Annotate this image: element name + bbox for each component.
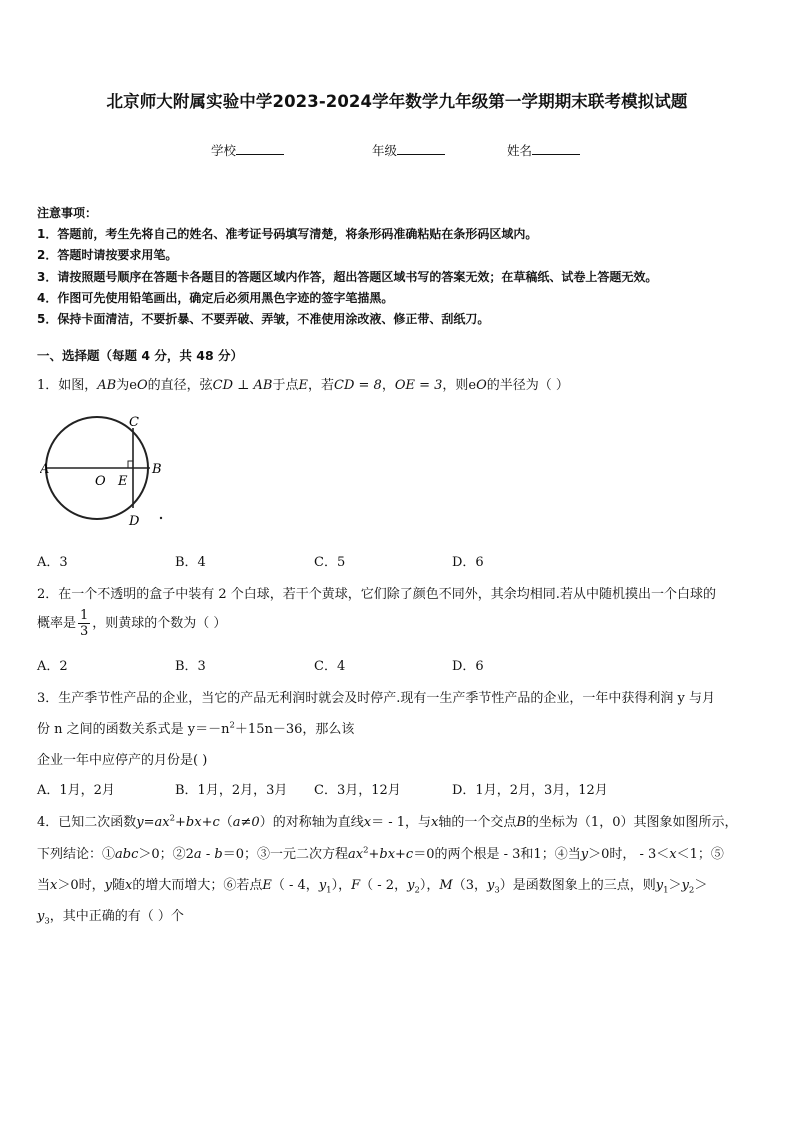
grade-blank[interactable] — [397, 142, 445, 155]
option-b[interactable]: B．4 — [175, 555, 206, 570]
option-d[interactable]: D．6 — [452, 555, 484, 570]
question-4-line-4: $y_3$，其中正确的有（ ）个 — [37, 909, 184, 927]
option-d[interactable]: D．1月，2月，3月，12月 — [452, 783, 608, 798]
name-field[interactable] — [507, 141, 580, 159]
note-item: 4．作图可先使用铅笔画出，确定后必须用黑色字迹的签字笔描黑。 — [37, 290, 394, 305]
question-2-line-2: 概率是 $\frac{1}{3}$ ，则黄球的个数为（ ） — [37, 608, 227, 639]
label-e: E — [118, 474, 128, 489]
question-3-line-3: 企业一年中应停产的月份是( ) — [37, 753, 208, 768]
question-1-options — [37, 551, 757, 571]
label-a: A — [40, 462, 50, 477]
label-b: B — [152, 462, 162, 477]
grade-field[interactable] — [372, 141, 445, 159]
stray-dot — [160, 517, 162, 519]
name-label: 姓名 — [507, 143, 533, 158]
exam-title: 北京师大附属实验中学2023-2024学年数学九年级第一学期期末联考模拟试题 — [106, 92, 688, 111]
question-4-line-2: 下列结论：①abc＞0；②2a - b＝0；③一元二次方程$ax^2+bx+c=0$的两个根是 - 3和1；④当y＞0时， - 3＜x＜1；⑤ — [37, 845, 724, 862]
school-label: 学校 — [211, 143, 237, 158]
question-3-line-2: 份 n 之间的函数关系式是 $y=-n^2+15n-36$，那么该 — [37, 720, 355, 737]
note-item: 5．保持卡面清洁，不要折暴、不要弄破、弄皱，不准使用涂改液、修正带、刮纸刀。 — [37, 312, 490, 327]
option-a[interactable]: A．1月，2月 — [37, 783, 115, 798]
student-info-row — [0, 141, 794, 161]
option-b[interactable]: B．3 — [175, 659, 206, 674]
question-2-options — [37, 655, 757, 675]
option-c[interactable]: C．5 — [314, 555, 346, 570]
option-d[interactable]: D．6 — [452, 659, 484, 674]
note-item: 2．答题时请按要求用笔。 — [37, 248, 178, 263]
option-a[interactable]: A．3 — [37, 555, 68, 570]
grade-label: 年级 — [372, 143, 398, 158]
note-item: 3．请按照题号顺序在答题卡各题目的答题区域内作答，超出答题区域书写的答案无效；在草稿纸、试卷上答题无效。 — [37, 269, 658, 284]
option-a[interactable]: A．2 — [37, 659, 68, 674]
option-c[interactable]: C．4 — [314, 659, 346, 674]
option-b[interactable]: B．1月，2月，3月 — [175, 783, 288, 798]
school-blank[interactable] — [236, 142, 284, 155]
label-d: D — [129, 514, 140, 529]
note-item: 1．答题前，考生先将自己的姓名、准考证号码填写清楚，将条形码准确粘贴在条形码区域内。 — [37, 227, 538, 242]
label-o: O — [95, 474, 106, 489]
name-blank[interactable] — [532, 142, 580, 155]
question-2-line-1: 2．在一个不透明的盒子中装有 2 个白球，若干个黄球，它们除了颜色不同外，其余均相同.若从中随机摸出一个白球的 — [37, 587, 716, 602]
circle-diagram — [40, 408, 180, 532]
label-c: C — [129, 415, 139, 430]
option-c[interactable]: C．3月，12月 — [314, 783, 401, 798]
section-heading: 一、选择题（每题 4 分，共 48 分） — [37, 348, 244, 363]
school-field[interactable] — [211, 141, 284, 159]
question-1-text: 1．如图，AB为eO的直径，弦CD ⊥ AB于点E，若CD = 8，OE = 3，则eO的半径为（ ） — [37, 378, 569, 393]
question-4-line-1: 4．已知二次函数$y=ax^2+bx+c(a\ne 0)$的对称轴为直线x＝ - 1，与x轴的一个交点B的坐标为（1，0）其图象如图所示， — [37, 813, 738, 830]
question-3-line-1: 3．生产季节性产品的企业，当它的产品无利润时就会及时停产.现有一生产季节性产品的企业，一年中获得利润 y 与月 — [37, 691, 716, 706]
question-4-line-3: 当x＞0时，y随x的增大而增大；⑥若点E（ - 4，$y_1$），F（ - 2，$y_2$），M（3，$y_3$）是函数图象上的三点，则$y_1>y_2>$ — [37, 878, 708, 896]
circle-diagram-svg — [40, 408, 180, 532]
fraction-one-third: $\frac{1}{3}$ — [80, 608, 89, 639]
question-3-options — [37, 779, 757, 799]
notes-block — [37, 203, 767, 330]
notes-title: 注意事项： — [37, 206, 98, 220]
